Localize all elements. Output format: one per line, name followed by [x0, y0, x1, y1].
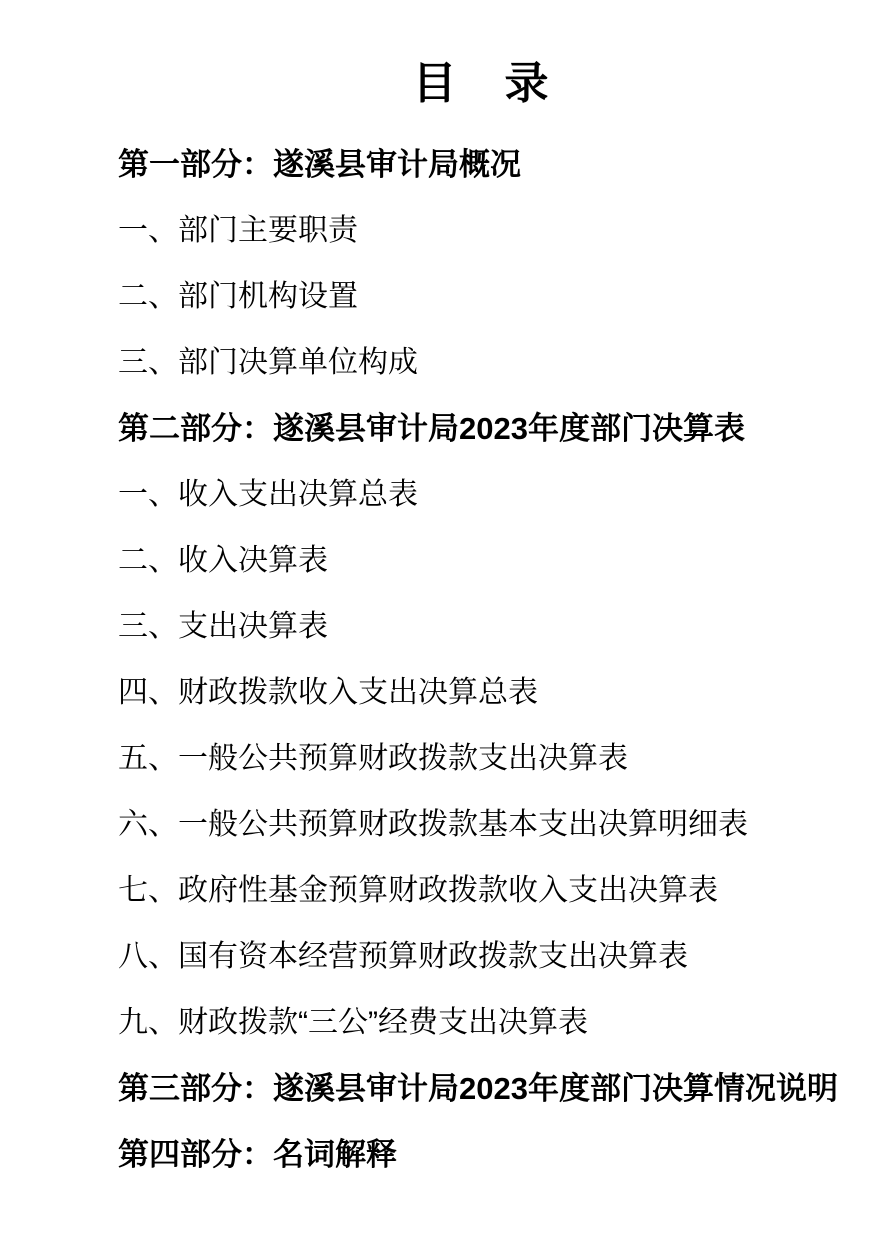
toc-item: 九、财政拨款“三公”经费支出决算表 [118, 1006, 588, 1039]
toc-section-heading: 第四部分：名词解释 [118, 1137, 397, 1172]
table-of-contents [118, 132, 845, 1188]
toc-item: 一、收入支出决算总表 [118, 478, 418, 511]
toc-item: 八、国有资本经营预算财政拨款支出决算表 [118, 940, 688, 973]
page-title: 目 录 [412, 59, 551, 108]
toc-item: 七、政府性基金预算财政拨款收入支出决算表 [118, 874, 718, 907]
toc-section-heading: 第二部分：遂溪县审计局2023年度部门决算表 [118, 411, 745, 446]
toc-item: 二、部门机构设置 [118, 280, 358, 313]
toc-item: 三、部门决算单位构成 [118, 346, 418, 379]
toc-item: 二、收入决算表 [118, 544, 328, 577]
toc-item: 三、支出决算表 [118, 610, 328, 643]
toc-item: 一、部门主要职责 [118, 214, 358, 247]
toc-item: 五、一般公共预算财政拨款支出决算表 [118, 742, 628, 775]
toc-item: 四、财政拨款收入支出决算总表 [118, 676, 538, 709]
toc-section-heading: 第一部分：遂溪县审计局概况 [118, 147, 521, 182]
toc-item: 六、一般公共预算财政拨款基本支出决算明细表 [118, 808, 748, 841]
toc-section-heading: 第三部分：遂溪县审计局2023年度部门决算情况说明 [118, 1071, 838, 1106]
